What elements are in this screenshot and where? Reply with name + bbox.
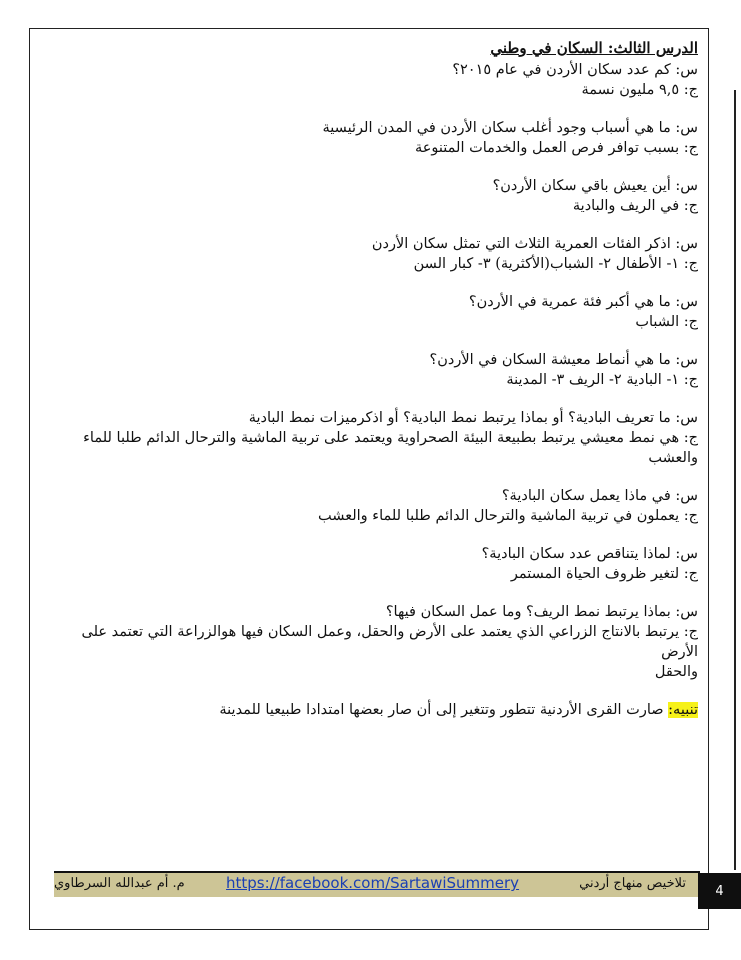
question-text: س: ما هي أنماط معيشة السكان في الأردن؟ <box>429 352 698 368</box>
qa-block <box>42 292 698 332</box>
lesson-title: الدرس الثالث: السكان في وطني <box>490 39 698 57</box>
answer-text: ج: ١- الأطفال ٢- الشباب(الأكثرية) ٣- كبار السن <box>413 256 698 272</box>
question-text: س: كم عدد سكان الأردن في عام ٢٠١٥؟ <box>452 62 698 78</box>
qa-block <box>42 602 698 682</box>
qa-list <box>42 60 698 682</box>
question-text: س: بماذا يرتبط نمط الريف؟ وما عمل السكان فيها؟ <box>385 604 698 620</box>
footer-author: م. أم عبدالله السرطاوي <box>54 876 185 891</box>
qa-block <box>42 544 698 584</box>
answer-text: والحقل <box>654 664 698 680</box>
answer-text: ج: ٩,٥ مليون نسمة <box>581 82 698 98</box>
answer-text: ج: ١- البادية ٢- الريف ٣- المدينة <box>506 372 698 388</box>
note-text: صارت القرى الأردنية تتطور وتتغير إلى أن صار بعضها امتدادا طبيعيا للمدينة <box>219 702 669 718</box>
answer-text: ج: يرتبط بالانتاج الزراعي الذي يعتمد على الأرض والحقل، وعمل السكان فيها هوالزراعة التي تعتمد على الأرض <box>81 624 698 660</box>
note-label: تنبيه: <box>668 702 698 718</box>
question-text: س: ما هي أكبر فئة عمرية في الأردن؟ <box>468 294 698 310</box>
page-number: 4 <box>698 873 741 909</box>
answer-text: ج: هي نمط معيشي يرتبط بطبيعة البيئة الصحراوية ويعتمد على تربية الماشية والترحال الدائم طلبا للماء والعشب <box>83 430 698 466</box>
qa-block <box>42 408 698 468</box>
question-text: س: ما تعريف البادية؟ أو بماذا يرتبط نمط البادية؟ أو اذكرميزات نمط البادية <box>248 410 698 426</box>
answer-text: ج: الشباب <box>635 314 698 330</box>
answer-text: ج: لتغير ظروف الحياة المستمر <box>510 566 698 582</box>
answer-text: ج: يعملون في تربية الماشية والترحال الدائم طلبا للماء والعشب <box>318 508 698 524</box>
question-text: س: في ماذا يعمل سكان البادية؟ <box>501 488 698 504</box>
qa-block <box>42 234 698 274</box>
qa-block <box>42 118 698 158</box>
qa-block <box>42 486 698 526</box>
right-edge-line <box>734 90 736 870</box>
footer-brand: تلاخيص منهاج أردني <box>579 876 686 891</box>
lesson-content <box>42 38 698 735</box>
qa-block <box>42 60 698 100</box>
facebook-link[interactable]: https://facebook.com/SartawiSummery <box>226 874 520 892</box>
question-text: س: اذكر الفئات العمرية الثلاث التي تمثل سكان الأردن <box>371 236 698 252</box>
footer-bar <box>54 871 700 897</box>
qa-block <box>42 350 698 390</box>
answer-text: ج: في الريف والبادية <box>572 198 698 214</box>
question-text: س: لماذا يتناقص عدد سكان البادية؟ <box>481 546 698 562</box>
note-paragraph <box>42 700 698 720</box>
question-text: س: ما هي أسباب وجود أغلب سكان الأردن في المدن الرئيسية <box>322 120 698 136</box>
qa-block <box>42 176 698 216</box>
question-text: س: أين يعيش باقي سكان الأردن؟ <box>492 178 698 194</box>
answer-text: ج: بسبب توافر فرص العمل والخدمات المتنوعة <box>415 140 698 156</box>
